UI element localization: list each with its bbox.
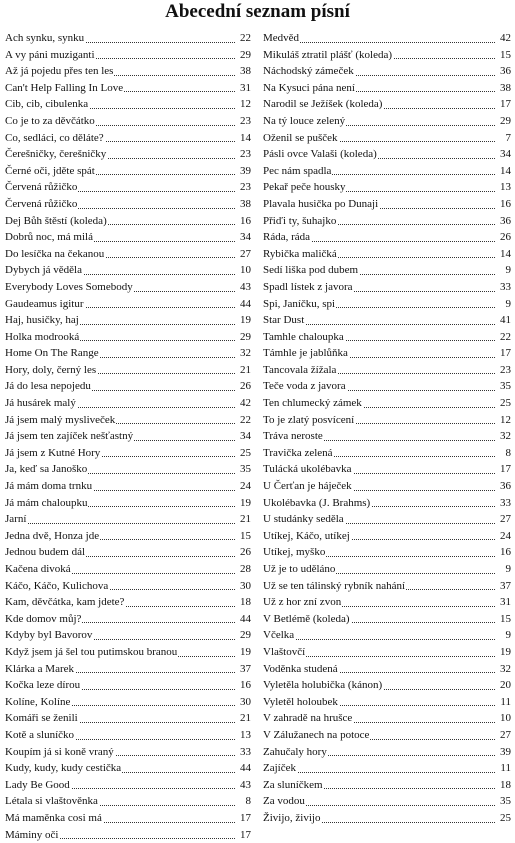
song-entry (263, 478, 511, 495)
song-entry (5, 279, 251, 296)
page-number: 44 (239, 760, 251, 777)
song-entry (5, 511, 251, 528)
page-number: 42 (239, 395, 251, 412)
song-entry (263, 561, 511, 578)
page-number: 35 (499, 378, 511, 395)
song-title: Ten chlumecký zámek (263, 397, 363, 409)
page-number: 28 (239, 561, 251, 578)
song-title: Jedna dvě, Honza jde (5, 530, 100, 542)
song-entry (5, 744, 251, 761)
song-entry (263, 727, 511, 744)
page-number: 38 (499, 80, 511, 97)
song-entry (5, 428, 251, 445)
song-list-right-column (263, 30, 511, 827)
song-title: Ukolébavka (J. Brahms) (263, 497, 371, 509)
song-entry (5, 96, 251, 113)
song-entry (263, 362, 511, 379)
page-number: 42 (499, 30, 511, 47)
page-number: 15 (499, 611, 511, 628)
song-entry (5, 345, 251, 362)
page-number: 27 (239, 246, 251, 263)
page-number: 24 (499, 528, 511, 545)
page-number: 17 (499, 461, 511, 478)
page-number: 23 (239, 146, 251, 163)
page-number: 31 (239, 80, 251, 97)
page-number: 19 (239, 644, 251, 661)
page-number: 34 (239, 229, 251, 246)
page-number: 34 (499, 146, 511, 163)
song-title: Spi, Janíčku, spi (263, 298, 336, 310)
song-title: Na Kysuci pána není (263, 82, 356, 94)
song-title: Pec nám spadla (263, 165, 332, 177)
song-entry (5, 478, 251, 495)
page-number: 26 (239, 544, 251, 561)
song-title: Rybička maličká (263, 248, 338, 260)
song-entry (5, 80, 251, 97)
page-number: 35 (239, 461, 251, 478)
song-entry (5, 229, 251, 246)
page-number: 29 (239, 47, 251, 64)
page-number: 39 (499, 744, 511, 761)
song-entry (263, 63, 511, 80)
song-entry (5, 312, 251, 329)
song-entry (263, 445, 511, 462)
page-number: 43 (239, 279, 251, 296)
page-number: 9 (505, 627, 512, 644)
song-entry (5, 179, 251, 196)
song-title: Hory, doly, černý les (5, 364, 97, 376)
page-number: 44 (239, 611, 251, 628)
song-entry (5, 644, 251, 661)
dot-leader (5, 523, 235, 524)
page-number: 17 (499, 345, 511, 362)
song-title: Kudy, kudy, kudy cestička (5, 762, 122, 774)
song-entry (5, 528, 251, 545)
song-title: Co je to za děvčátko (5, 115, 96, 127)
page-number: 37 (239, 661, 251, 678)
song-title: Včelka (263, 629, 295, 641)
song-title: Pekař peče housky (263, 181, 346, 193)
song-title: Lady Be Good (5, 779, 71, 791)
song-entry (5, 163, 251, 180)
song-entry (263, 146, 511, 163)
song-entry (263, 428, 511, 445)
song-entry (263, 511, 511, 528)
page-number: 43 (239, 777, 251, 794)
song-title: Když jsem já šel tou putimskou branou (5, 646, 178, 658)
page-number: 34 (239, 428, 251, 445)
song-entry (263, 80, 511, 97)
song-entry (5, 213, 251, 230)
song-title: Červená růžičko (5, 198, 78, 210)
page-number: 14 (239, 130, 251, 147)
song-title: Star Dust (263, 314, 305, 326)
song-title: Na tý louce zelený (263, 115, 346, 127)
page-number: 23 (239, 113, 251, 130)
song-entry (5, 196, 251, 213)
song-entry (5, 694, 251, 711)
page-number: 18 (239, 594, 251, 611)
page-number: 14 (499, 163, 511, 180)
song-title: Komáři se ženili (5, 712, 79, 724)
song-entry (263, 395, 511, 412)
song-entry (5, 810, 251, 827)
song-title: Spadl lístek z javora (263, 281, 354, 293)
song-title: Haj, husičky, haj (5, 314, 80, 326)
song-title: Narodil se Ježíšek (koleda) (263, 98, 383, 110)
page-number: 26 (239, 378, 251, 395)
song-entry (263, 694, 511, 711)
page-number: 25 (239, 445, 251, 462)
page-number: 10 (499, 710, 511, 727)
song-title: Home On The Range (5, 347, 100, 359)
song-entry (5, 262, 251, 279)
song-title: Já do lesa nepojedu (5, 380, 92, 392)
page-number: 29 (239, 329, 251, 346)
song-title: Už se ten tálinský rybník nahání (263, 580, 406, 592)
song-title: Jednou budem dál (5, 546, 86, 558)
song-title: Já husárek malý (5, 397, 77, 409)
page-number: 12 (499, 412, 511, 429)
song-title: V Betlémě (koleda) (263, 613, 351, 625)
dot-leader (263, 639, 495, 640)
song-entry (5, 130, 251, 147)
page-number: 38 (239, 196, 251, 213)
page-number: 9 (505, 296, 512, 313)
page-title: Abecední seznam písní (0, 0, 515, 24)
page-number: 10 (239, 262, 251, 279)
page-number: 9 (505, 262, 512, 279)
song-entry (263, 246, 511, 263)
page-number: 38 (239, 63, 251, 80)
song-title: Ja, keď sa Janoško (5, 463, 88, 475)
page-number: 11 (499, 760, 511, 777)
page-number: 11 (499, 694, 511, 711)
page-number: 12 (239, 96, 251, 113)
song-entry (263, 345, 511, 362)
song-title: Dobrů noc, má milá (5, 231, 94, 243)
song-title: Cib, cib, cibulenka (5, 98, 89, 110)
page-number: 16 (499, 196, 511, 213)
song-entry (5, 578, 251, 595)
page-number: 16 (499, 544, 511, 561)
song-entry (5, 412, 251, 429)
song-title: Tulácká ukolébavka (263, 463, 353, 475)
song-entry (263, 611, 511, 628)
song-entry (263, 378, 511, 395)
page-number: 36 (499, 213, 511, 230)
page-number: 13 (239, 727, 251, 744)
song-entry (263, 760, 511, 777)
song-title: Dej Bůh štěstí (koleda) (5, 215, 108, 227)
song-title: Červená růžičko (5, 181, 78, 193)
song-entry (263, 47, 511, 64)
song-title: Živijo, živijo (263, 812, 321, 824)
song-entry (263, 279, 511, 296)
song-title: Já jsem z Kutné Hory (5, 447, 101, 459)
song-title: Já jsem ten zajíček nešťastný (5, 430, 134, 442)
page-number: 32 (499, 661, 511, 678)
song-entry (263, 627, 511, 644)
song-entry (263, 262, 511, 279)
song-title: Dybych já věděla (5, 264, 83, 276)
song-title: Teče voda z javora (263, 380, 347, 392)
song-title: Plavala husička po Dunaji (263, 198, 379, 210)
song-entry (5, 296, 251, 313)
song-title: Oženil se pušček (263, 132, 339, 144)
song-entry (263, 412, 511, 429)
song-entry (5, 461, 251, 478)
song-entry (5, 113, 251, 130)
song-title: Tamhle chaloupka (263, 331, 345, 343)
song-entry (263, 495, 511, 512)
song-entry (263, 710, 511, 727)
song-entry (263, 677, 511, 694)
song-title: Já mám doma trnku (5, 480, 93, 492)
song-title: Až já pojedu přes ten les (5, 65, 114, 77)
song-title: Ach synku, synku (5, 32, 85, 44)
song-title: Utíkej, Káčo, utíkej (263, 530, 351, 542)
song-title: Gaudeamus igitur (5, 298, 85, 310)
song-entry (5, 777, 251, 794)
song-title: Jarní (5, 513, 27, 525)
song-entry (263, 312, 511, 329)
song-entry (263, 179, 511, 196)
song-title: Támhle je jablůňka (263, 347, 349, 359)
page-number: 30 (239, 694, 251, 711)
song-title: Sedí liška pod dubem (263, 264, 359, 276)
song-title: Už je to uděláno (263, 563, 336, 575)
song-title: Přiďi ty, šuhajko (263, 215, 337, 227)
song-title: Utíkej, myško (263, 546, 326, 558)
song-entry (5, 793, 251, 810)
page-number: 39 (239, 163, 251, 180)
song-entry (263, 744, 511, 761)
page-number: 25 (499, 395, 511, 412)
page-number: 8 (245, 793, 252, 810)
song-title: Zajíček (263, 762, 297, 774)
song-title: Voděnka studená (263, 663, 339, 675)
song-title: Travička zelená (263, 447, 334, 459)
page-number: 29 (239, 627, 251, 644)
song-entry (5, 445, 251, 462)
page-number: 37 (499, 578, 511, 595)
page-number: 21 (239, 511, 251, 528)
song-entry (263, 163, 511, 180)
song-entry (5, 329, 251, 346)
song-title: U studánky seděla (263, 513, 345, 525)
page-number: 32 (499, 428, 511, 445)
page-number: 23 (239, 179, 251, 196)
page-number: 19 (499, 644, 511, 661)
page-number: 13 (499, 179, 511, 196)
song-entry (263, 96, 511, 113)
song-entry (263, 213, 511, 230)
song-title: Kdyby byl Bavorov (5, 629, 93, 641)
page-number: 31 (499, 594, 511, 611)
song-title: Holka modrooká (5, 331, 80, 343)
page-number: 24 (239, 478, 251, 495)
page-number: 17 (239, 810, 251, 827)
song-title: Kačena divoká (5, 563, 72, 575)
page-number: 20 (499, 677, 511, 694)
song-entry (5, 627, 251, 644)
page-number: 23 (499, 362, 511, 379)
song-title: Tráva neroste (263, 430, 324, 442)
page-number: 14 (499, 246, 511, 263)
song-title: Vyletěla holubička (kánon) (263, 679, 383, 691)
page-number: 27 (499, 511, 511, 528)
page-number: 29 (499, 113, 511, 130)
page-number: 17 (499, 96, 511, 113)
song-title: Vyletěl holoubek (263, 696, 339, 708)
song-entry (5, 30, 251, 47)
song-title: Co, sedláci, co děláte? (5, 132, 105, 144)
song-title: A vy páni muziganti (5, 49, 96, 61)
song-entry (5, 760, 251, 777)
page-number: 16 (239, 677, 251, 694)
song-entry (5, 362, 251, 379)
page-number: 35 (499, 793, 511, 810)
song-entry (5, 47, 251, 64)
song-title: Mikuláš ztratil plášť (koleda) (263, 49, 393, 61)
song-entry (5, 544, 251, 561)
song-entry (5, 63, 251, 80)
song-title: Zahučaly hory (263, 746, 328, 758)
song-entry (263, 229, 511, 246)
song-entry (5, 594, 251, 611)
song-title: Vlaštovčí (263, 646, 306, 658)
song-title: U Čerťan je háječek (263, 480, 353, 492)
song-title: Kotě a sluníčko (5, 729, 75, 741)
song-title: Za vodou (263, 795, 306, 807)
page-number: 33 (499, 279, 511, 296)
song-entry (263, 661, 511, 678)
song-title: Tancovala žížala (263, 364, 337, 376)
page-number: 8 (505, 445, 512, 462)
song-entry (5, 495, 251, 512)
song-entry (263, 296, 511, 313)
page-number: 18 (499, 777, 511, 794)
song-title: To je zlatý posvícení (263, 414, 355, 426)
song-entry (263, 30, 511, 47)
page-number: 44 (239, 296, 251, 313)
song-title: Medvěd (263, 32, 300, 44)
song-entry (263, 578, 511, 595)
song-entry (263, 810, 511, 827)
page-number: 36 (499, 478, 511, 495)
song-title: Máminy oči (5, 829, 59, 841)
song-entry (263, 528, 511, 545)
song-entry (5, 727, 251, 744)
song-title: Koupím já si koně vraný (5, 746, 115, 758)
song-entry (5, 661, 251, 678)
song-title: Létala si vlaštověnka (5, 795, 99, 807)
page-number: 25 (499, 810, 511, 827)
song-entry (263, 196, 511, 213)
page-number: 19 (239, 495, 251, 512)
song-entry (5, 246, 251, 263)
page-number: 22 (239, 412, 251, 429)
song-title: Má maměnka cosi má (5, 812, 103, 824)
song-title: Ráda, ráda (263, 231, 311, 243)
page-number: 33 (239, 744, 251, 761)
song-entry (5, 146, 251, 163)
song-entry (5, 827, 251, 843)
page-number: 21 (239, 710, 251, 727)
page-number: 22 (239, 30, 251, 47)
song-entry (5, 710, 251, 727)
song-entry (5, 561, 251, 578)
song-entry (263, 329, 511, 346)
song-entry (5, 395, 251, 412)
song-title: Kočka leze dírou (5, 679, 81, 691)
song-title: Černé oči, jděte spát (5, 165, 96, 177)
page-number: 41 (499, 312, 511, 329)
song-entry (263, 644, 511, 661)
song-title: Kam, děvčátka, kam jdete? (5, 596, 125, 608)
page-number: 22 (499, 329, 511, 346)
song-title: Čerešničky, čerešničky (5, 148, 107, 160)
song-entry (263, 461, 511, 478)
page-number: 16 (239, 213, 251, 230)
page-number: 9 (505, 561, 512, 578)
page-number: 36 (499, 63, 511, 80)
song-title: Za sluníčkem (263, 779, 324, 791)
song-title: Já mám chaloupku (5, 497, 88, 509)
page-number: 15 (499, 47, 511, 64)
song-title: Kolíne, Kolíne (5, 696, 71, 708)
song-title: V Zálužanech na potoce (263, 729, 370, 741)
page-number: 26 (499, 229, 511, 246)
song-list-left-column (5, 30, 251, 843)
song-title: Klárka a Marek (5, 663, 75, 675)
page-number: 17 (239, 827, 251, 843)
song-entry (263, 544, 511, 561)
song-title: Náchodský zámeček (263, 65, 355, 77)
song-title: Kde domov můj? (5, 613, 82, 625)
song-entry (263, 130, 511, 147)
song-title: Káčo, Káčo, Kulichova (5, 580, 109, 592)
song-title: Já jsem malý myslivеček (5, 414, 116, 426)
song-entry (263, 777, 511, 794)
song-title: Can't Help Falling In Love (5, 82, 124, 94)
song-title: Už z hor zní zvon (263, 596, 342, 608)
song-title: Do lesíčka na čekanou (5, 248, 105, 260)
page-number: 21 (239, 362, 251, 379)
song-entry (263, 594, 511, 611)
page-number: 15 (239, 528, 251, 545)
page-number: 7 (505, 130, 512, 147)
song-title: V zahradě na hrušce (263, 712, 353, 724)
dot-leader (263, 772, 495, 773)
song-entry (5, 378, 251, 395)
song-entry (5, 611, 251, 628)
song-entry (263, 113, 511, 130)
page-number: 27 (499, 727, 511, 744)
song-entry (263, 793, 511, 810)
page-number: 19 (239, 312, 251, 329)
song-entry (5, 677, 251, 694)
page-number: 30 (239, 578, 251, 595)
page-number: 32 (239, 345, 251, 362)
song-title: Pásli ovce Valaši (koleda) (263, 148, 378, 160)
page-number: 33 (499, 495, 511, 512)
song-title: Everybody Loves Somebody (5, 281, 134, 293)
